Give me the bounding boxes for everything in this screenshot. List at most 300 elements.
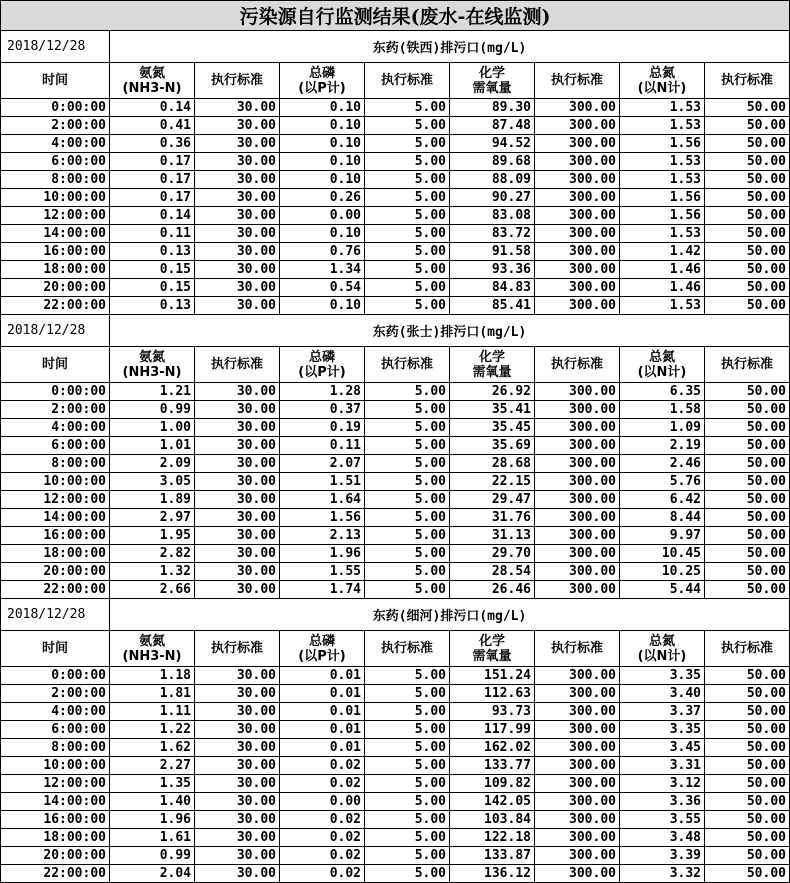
value-cell: 50.00	[705, 581, 790, 599]
value-cell: 300.00	[535, 207, 620, 225]
value-cell: 6.35	[620, 383, 705, 401]
value-cell: 300.00	[535, 811, 620, 829]
value-cell: 1.53	[620, 171, 705, 189]
time-cell: 0:00:00	[1, 667, 110, 685]
value-cell: 1.58	[620, 401, 705, 419]
value-cell: 5.00	[365, 243, 450, 261]
column-header-row	[1, 347, 790, 383]
value-cell: 300.00	[535, 455, 620, 473]
value-cell: 50.00	[705, 545, 790, 563]
table-row	[1, 117, 790, 135]
section-date: 2018/12/28	[1, 31, 110, 63]
value-cell: 50.00	[705, 847, 790, 865]
value-cell: 30.00	[195, 383, 280, 401]
section-header-row	[1, 599, 790, 631]
value-cell: 112.63	[450, 685, 535, 703]
value-cell: 0.15	[110, 279, 195, 297]
value-cell: 50.00	[705, 243, 790, 261]
value-cell: 1.81	[110, 685, 195, 703]
column-header-line: 执行标准	[720, 641, 773, 656]
value-cell: 300.00	[535, 279, 620, 297]
value-cell: 0.10	[280, 297, 365, 315]
column-header-line: 总磷	[308, 65, 335, 81]
outlet-section	[1, 315, 790, 599]
value-cell: 0.10	[280, 171, 365, 189]
value-cell: 1.34	[280, 261, 365, 279]
value-cell: 1.35	[110, 775, 195, 793]
value-cell: 1.46	[620, 279, 705, 297]
column-header	[195, 63, 280, 99]
value-cell: 3.36	[620, 793, 705, 811]
time-cell: 16:00:00	[1, 243, 110, 261]
value-cell: 30.00	[195, 117, 280, 135]
value-cell: 50.00	[705, 189, 790, 207]
time-cell: 20:00:00	[1, 563, 110, 581]
time-cell: 8:00:00	[1, 455, 110, 473]
value-cell: 300.00	[535, 153, 620, 171]
value-cell: 50.00	[705, 419, 790, 437]
time-cell: 20:00:00	[1, 279, 110, 297]
value-cell: 300.00	[535, 401, 620, 419]
value-cell: 50.00	[705, 99, 790, 117]
value-cell: 2.19	[620, 437, 705, 455]
sheet-title: 污染源自行监测结果(废水-在线监测)	[1, 1, 790, 31]
value-cell: 300.00	[535, 563, 620, 581]
value-cell: 1.89	[110, 491, 195, 509]
value-cell: 300.00	[535, 847, 620, 865]
value-cell: 5.00	[365, 99, 450, 117]
value-cell: 88.09	[450, 171, 535, 189]
value-cell: 0.13	[110, 243, 195, 261]
value-cell: 30.00	[195, 99, 280, 117]
value-cell: 300.00	[535, 473, 620, 491]
value-cell: 0.01	[280, 721, 365, 739]
table-row	[1, 437, 790, 455]
value-cell: 3.48	[620, 829, 705, 847]
table-row	[1, 545, 790, 563]
time-cell: 18:00:00	[1, 545, 110, 563]
value-cell: 300.00	[535, 775, 620, 793]
value-cell: 300.00	[535, 225, 620, 243]
value-cell: 50.00	[705, 207, 790, 225]
value-cell: 6.42	[620, 491, 705, 509]
column-header	[450, 631, 535, 667]
time-cell: 12:00:00	[1, 775, 110, 793]
value-cell: 1.56	[280, 509, 365, 527]
column-header	[110, 631, 195, 667]
outlet-title: 东药(铁西)排污口(mg/L)	[110, 31, 790, 63]
value-cell: 5.00	[365, 703, 450, 721]
value-cell: 0.01	[280, 685, 365, 703]
value-cell: 30.00	[195, 793, 280, 811]
value-cell: 5.00	[365, 527, 450, 545]
value-cell: 300.00	[535, 527, 620, 545]
table-row	[1, 491, 790, 509]
column-header-line: 执行标准	[210, 73, 263, 88]
value-cell: 30.00	[195, 847, 280, 865]
column-header-line: 执行标准	[380, 641, 433, 656]
value-cell: 300.00	[535, 419, 620, 437]
value-cell: 50.00	[705, 721, 790, 739]
value-cell: 300.00	[535, 703, 620, 721]
value-cell: 5.00	[365, 261, 450, 279]
value-cell: 50.00	[705, 775, 790, 793]
column-header-line: 氨氮	[138, 633, 165, 649]
time-cell: 8:00:00	[1, 171, 110, 189]
table-row	[1, 243, 790, 261]
value-cell: 50.00	[705, 261, 790, 279]
value-cell: 5.00	[365, 279, 450, 297]
value-cell: 50.00	[705, 739, 790, 757]
value-cell: 1.95	[110, 527, 195, 545]
value-cell: 0.76	[280, 243, 365, 261]
table-row	[1, 865, 790, 883]
value-cell: 0.02	[280, 829, 365, 847]
value-cell: 3.31	[620, 757, 705, 775]
value-cell: 5.00	[365, 207, 450, 225]
value-cell: 22.15	[450, 473, 535, 491]
value-cell: 29.47	[450, 491, 535, 509]
column-header-line: 执行标准	[210, 357, 263, 372]
value-cell: 50.00	[705, 171, 790, 189]
outlet-title: 东药(细河)排污口(mg/L)	[110, 599, 790, 631]
value-cell: 1.11	[110, 703, 195, 721]
column-header-line: 需氧量	[472, 80, 512, 96]
value-cell: 3.55	[620, 811, 705, 829]
value-cell: 133.87	[450, 847, 535, 865]
value-cell: 1.96	[110, 811, 195, 829]
column-header-line: 时间	[41, 73, 68, 88]
value-cell: 5.00	[365, 171, 450, 189]
column-header-line: (NH3-N)	[122, 364, 182, 380]
table-row	[1, 153, 790, 171]
value-cell: 0.10	[280, 117, 365, 135]
value-cell: 2.46	[620, 455, 705, 473]
value-cell: 30.00	[195, 279, 280, 297]
table-row	[1, 171, 790, 189]
time-cell: 6:00:00	[1, 153, 110, 171]
value-cell: 142.05	[450, 793, 535, 811]
column-header	[620, 63, 705, 99]
value-cell: 0.14	[110, 207, 195, 225]
time-cell: 10:00:00	[1, 473, 110, 491]
value-cell: 1.62	[110, 739, 195, 757]
column-header	[450, 63, 535, 99]
column-header	[365, 63, 450, 99]
value-cell: 1.01	[110, 437, 195, 455]
table-row	[1, 847, 790, 865]
value-cell: 5.00	[365, 829, 450, 847]
time-cell: 22:00:00	[1, 865, 110, 883]
value-cell: 5.00	[365, 847, 450, 865]
value-cell: 0.99	[110, 847, 195, 865]
value-cell: 300.00	[535, 297, 620, 315]
time-cell: 6:00:00	[1, 437, 110, 455]
value-cell: 30.00	[195, 829, 280, 847]
value-cell: 84.83	[450, 279, 535, 297]
column-header	[620, 631, 705, 667]
table-row	[1, 135, 790, 153]
column-header-line: 执行标准	[720, 73, 773, 88]
column-header	[365, 347, 450, 383]
value-cell: 5.00	[365, 721, 450, 739]
column-header	[195, 347, 280, 383]
value-cell: 5.00	[365, 437, 450, 455]
column-header-line: 化学	[478, 349, 505, 365]
value-cell: 30.00	[195, 775, 280, 793]
column-header-line: 总氮	[648, 349, 675, 365]
time-cell: 12:00:00	[1, 207, 110, 225]
value-cell: 300.00	[535, 667, 620, 685]
value-cell: 0.00	[280, 207, 365, 225]
value-cell: 30.00	[195, 189, 280, 207]
column-header-line: (以N计)	[637, 364, 687, 380]
value-cell: 30.00	[195, 527, 280, 545]
value-cell: 1.53	[620, 153, 705, 171]
value-cell: 50.00	[705, 811, 790, 829]
value-cell: 300.00	[535, 189, 620, 207]
value-cell: 0.02	[280, 847, 365, 865]
column-header	[1, 631, 110, 667]
value-cell: 3.35	[620, 721, 705, 739]
value-cell: 28.54	[450, 563, 535, 581]
value-cell: 26.92	[450, 383, 535, 401]
time-cell: 10:00:00	[1, 189, 110, 207]
column-header	[535, 63, 620, 99]
value-cell: 30.00	[195, 419, 280, 437]
value-cell: 0.01	[280, 739, 365, 757]
value-cell: 31.13	[450, 527, 535, 545]
column-header	[620, 347, 705, 383]
column-header	[110, 347, 195, 383]
value-cell: 89.68	[450, 153, 535, 171]
value-cell: 3.05	[110, 473, 195, 491]
value-cell: 5.00	[365, 509, 450, 527]
value-cell: 300.00	[535, 243, 620, 261]
value-cell: 50.00	[705, 297, 790, 315]
value-cell: 1.00	[110, 419, 195, 437]
value-cell: 30.00	[195, 739, 280, 757]
value-cell: 35.69	[450, 437, 535, 455]
value-cell: 50.00	[705, 865, 790, 883]
column-header	[1, 63, 110, 99]
value-cell: 0.10	[280, 99, 365, 117]
value-cell: 1.40	[110, 793, 195, 811]
value-cell: 1.64	[280, 491, 365, 509]
value-cell: 5.00	[365, 297, 450, 315]
time-cell: 20:00:00	[1, 847, 110, 865]
column-header-line: 执行标准	[720, 357, 773, 372]
column-header-row	[1, 63, 790, 99]
value-cell: 5.00	[365, 793, 450, 811]
column-header-line: 执行标准	[550, 73, 603, 88]
column-header	[1, 347, 110, 383]
value-cell: 0.36	[110, 135, 195, 153]
table-row	[1, 297, 790, 315]
value-cell: 122.18	[450, 829, 535, 847]
value-cell: 30.00	[195, 757, 280, 775]
table-row	[1, 757, 790, 775]
time-cell: 0:00:00	[1, 383, 110, 401]
table-row	[1, 811, 790, 829]
table-row	[1, 279, 790, 297]
value-cell: 50.00	[705, 685, 790, 703]
value-cell: 2.13	[280, 527, 365, 545]
value-cell: 10.45	[620, 545, 705, 563]
value-cell: 50.00	[705, 703, 790, 721]
column-header	[280, 347, 365, 383]
table-row	[1, 685, 790, 703]
value-cell: 30.00	[195, 865, 280, 883]
value-cell: 90.27	[450, 189, 535, 207]
column-header-line: 总磷	[308, 349, 335, 365]
value-cell: 300.00	[535, 509, 620, 527]
value-cell: 26.46	[450, 581, 535, 599]
table-row	[1, 99, 790, 117]
value-cell: 50.00	[705, 757, 790, 775]
time-cell: 6:00:00	[1, 721, 110, 739]
value-cell: 136.12	[450, 865, 535, 883]
value-cell: 30.00	[195, 261, 280, 279]
table-row	[1, 225, 790, 243]
value-cell: 5.76	[620, 473, 705, 491]
outlet-section	[1, 31, 790, 315]
section-date: 2018/12/28	[1, 315, 110, 347]
time-cell: 10:00:00	[1, 757, 110, 775]
time-cell: 8:00:00	[1, 739, 110, 757]
value-cell: 300.00	[535, 545, 620, 563]
value-cell: 50.00	[705, 135, 790, 153]
column-header-line: 氨氮	[138, 349, 165, 365]
value-cell: 1.96	[280, 545, 365, 563]
value-cell: 50.00	[705, 527, 790, 545]
table-row	[1, 455, 790, 473]
value-cell: 5.00	[365, 455, 450, 473]
value-cell: 30.00	[195, 667, 280, 685]
column-header-line: 需氧量	[472, 648, 512, 664]
column-header-line: (NH3-N)	[122, 648, 182, 664]
column-header	[280, 631, 365, 667]
value-cell: 30.00	[195, 437, 280, 455]
column-header-line: (NH3-N)	[122, 80, 182, 96]
value-cell: 5.00	[365, 757, 450, 775]
column-header-line: 总氮	[648, 65, 675, 81]
value-cell: 1.56	[620, 135, 705, 153]
value-cell: 5.00	[365, 383, 450, 401]
value-cell: 0.14	[110, 99, 195, 117]
value-cell: 87.48	[450, 117, 535, 135]
value-cell: 0.11	[280, 437, 365, 455]
value-cell: 50.00	[705, 829, 790, 847]
value-cell: 0.17	[110, 171, 195, 189]
value-cell: 30.00	[195, 401, 280, 419]
value-cell: 5.00	[365, 491, 450, 509]
value-cell: 83.08	[450, 207, 535, 225]
column-header-line: 需氧量	[472, 364, 512, 380]
value-cell: 5.00	[365, 811, 450, 829]
value-cell: 30.00	[195, 491, 280, 509]
outlet-section	[1, 599, 790, 883]
value-cell: 162.02	[450, 739, 535, 757]
value-cell: 300.00	[535, 581, 620, 599]
value-cell: 29.70	[450, 545, 535, 563]
value-cell: 300.00	[535, 383, 620, 401]
value-cell: 300.00	[535, 721, 620, 739]
time-cell: 2:00:00	[1, 685, 110, 703]
value-cell: 133.77	[450, 757, 535, 775]
value-cell: 2.82	[110, 545, 195, 563]
value-cell: 0.02	[280, 811, 365, 829]
column-header	[365, 631, 450, 667]
value-cell: 300.00	[535, 685, 620, 703]
column-header-line: 执行标准	[380, 357, 433, 372]
value-cell: 0.15	[110, 261, 195, 279]
table-row	[1, 775, 790, 793]
value-cell: 93.36	[450, 261, 535, 279]
section-date: 2018/12/28	[1, 599, 110, 631]
table-row	[1, 793, 790, 811]
value-cell: 30.00	[195, 721, 280, 739]
value-cell: 0.54	[280, 279, 365, 297]
value-cell: 50.00	[705, 793, 790, 811]
value-cell: 30.00	[195, 563, 280, 581]
value-cell: 5.00	[365, 667, 450, 685]
value-cell: 0.13	[110, 297, 195, 315]
value-cell: 0.11	[110, 225, 195, 243]
value-cell: 8.44	[620, 509, 705, 527]
value-cell: 0.10	[280, 225, 365, 243]
time-cell: 14:00:00	[1, 793, 110, 811]
value-cell: 0.26	[280, 189, 365, 207]
value-cell: 2.66	[110, 581, 195, 599]
value-cell: 300.00	[535, 829, 620, 847]
value-cell: 5.00	[365, 135, 450, 153]
table-row	[1, 721, 790, 739]
value-cell: 3.40	[620, 685, 705, 703]
value-cell: 1.53	[620, 225, 705, 243]
value-cell: 300.00	[535, 491, 620, 509]
value-cell: 300.00	[535, 99, 620, 117]
value-cell: 83.72	[450, 225, 535, 243]
value-cell: 300.00	[535, 437, 620, 455]
table-row	[1, 667, 790, 685]
table-row	[1, 739, 790, 757]
value-cell: 0.00	[280, 793, 365, 811]
column-header-line: 总氮	[648, 633, 675, 649]
value-cell: 50.00	[705, 401, 790, 419]
value-cell: 0.01	[280, 703, 365, 721]
value-cell: 3.35	[620, 667, 705, 685]
value-cell: 1.61	[110, 829, 195, 847]
value-cell: 30.00	[195, 297, 280, 315]
value-cell: 5.00	[365, 739, 450, 757]
value-cell: 5.00	[365, 581, 450, 599]
value-cell: 0.10	[280, 135, 365, 153]
value-cell: 50.00	[705, 153, 790, 171]
value-cell: 30.00	[195, 703, 280, 721]
column-header	[535, 347, 620, 383]
value-cell: 50.00	[705, 473, 790, 491]
value-cell: 2.97	[110, 509, 195, 527]
value-cell: 5.00	[365, 401, 450, 419]
table-row	[1, 207, 790, 225]
column-header-line: 执行标准	[210, 641, 263, 656]
value-cell: 5.00	[365, 865, 450, 883]
value-cell: 1.28	[280, 383, 365, 401]
value-cell: 10.25	[620, 563, 705, 581]
value-cell: 1.53	[620, 117, 705, 135]
value-cell: 300.00	[535, 135, 620, 153]
